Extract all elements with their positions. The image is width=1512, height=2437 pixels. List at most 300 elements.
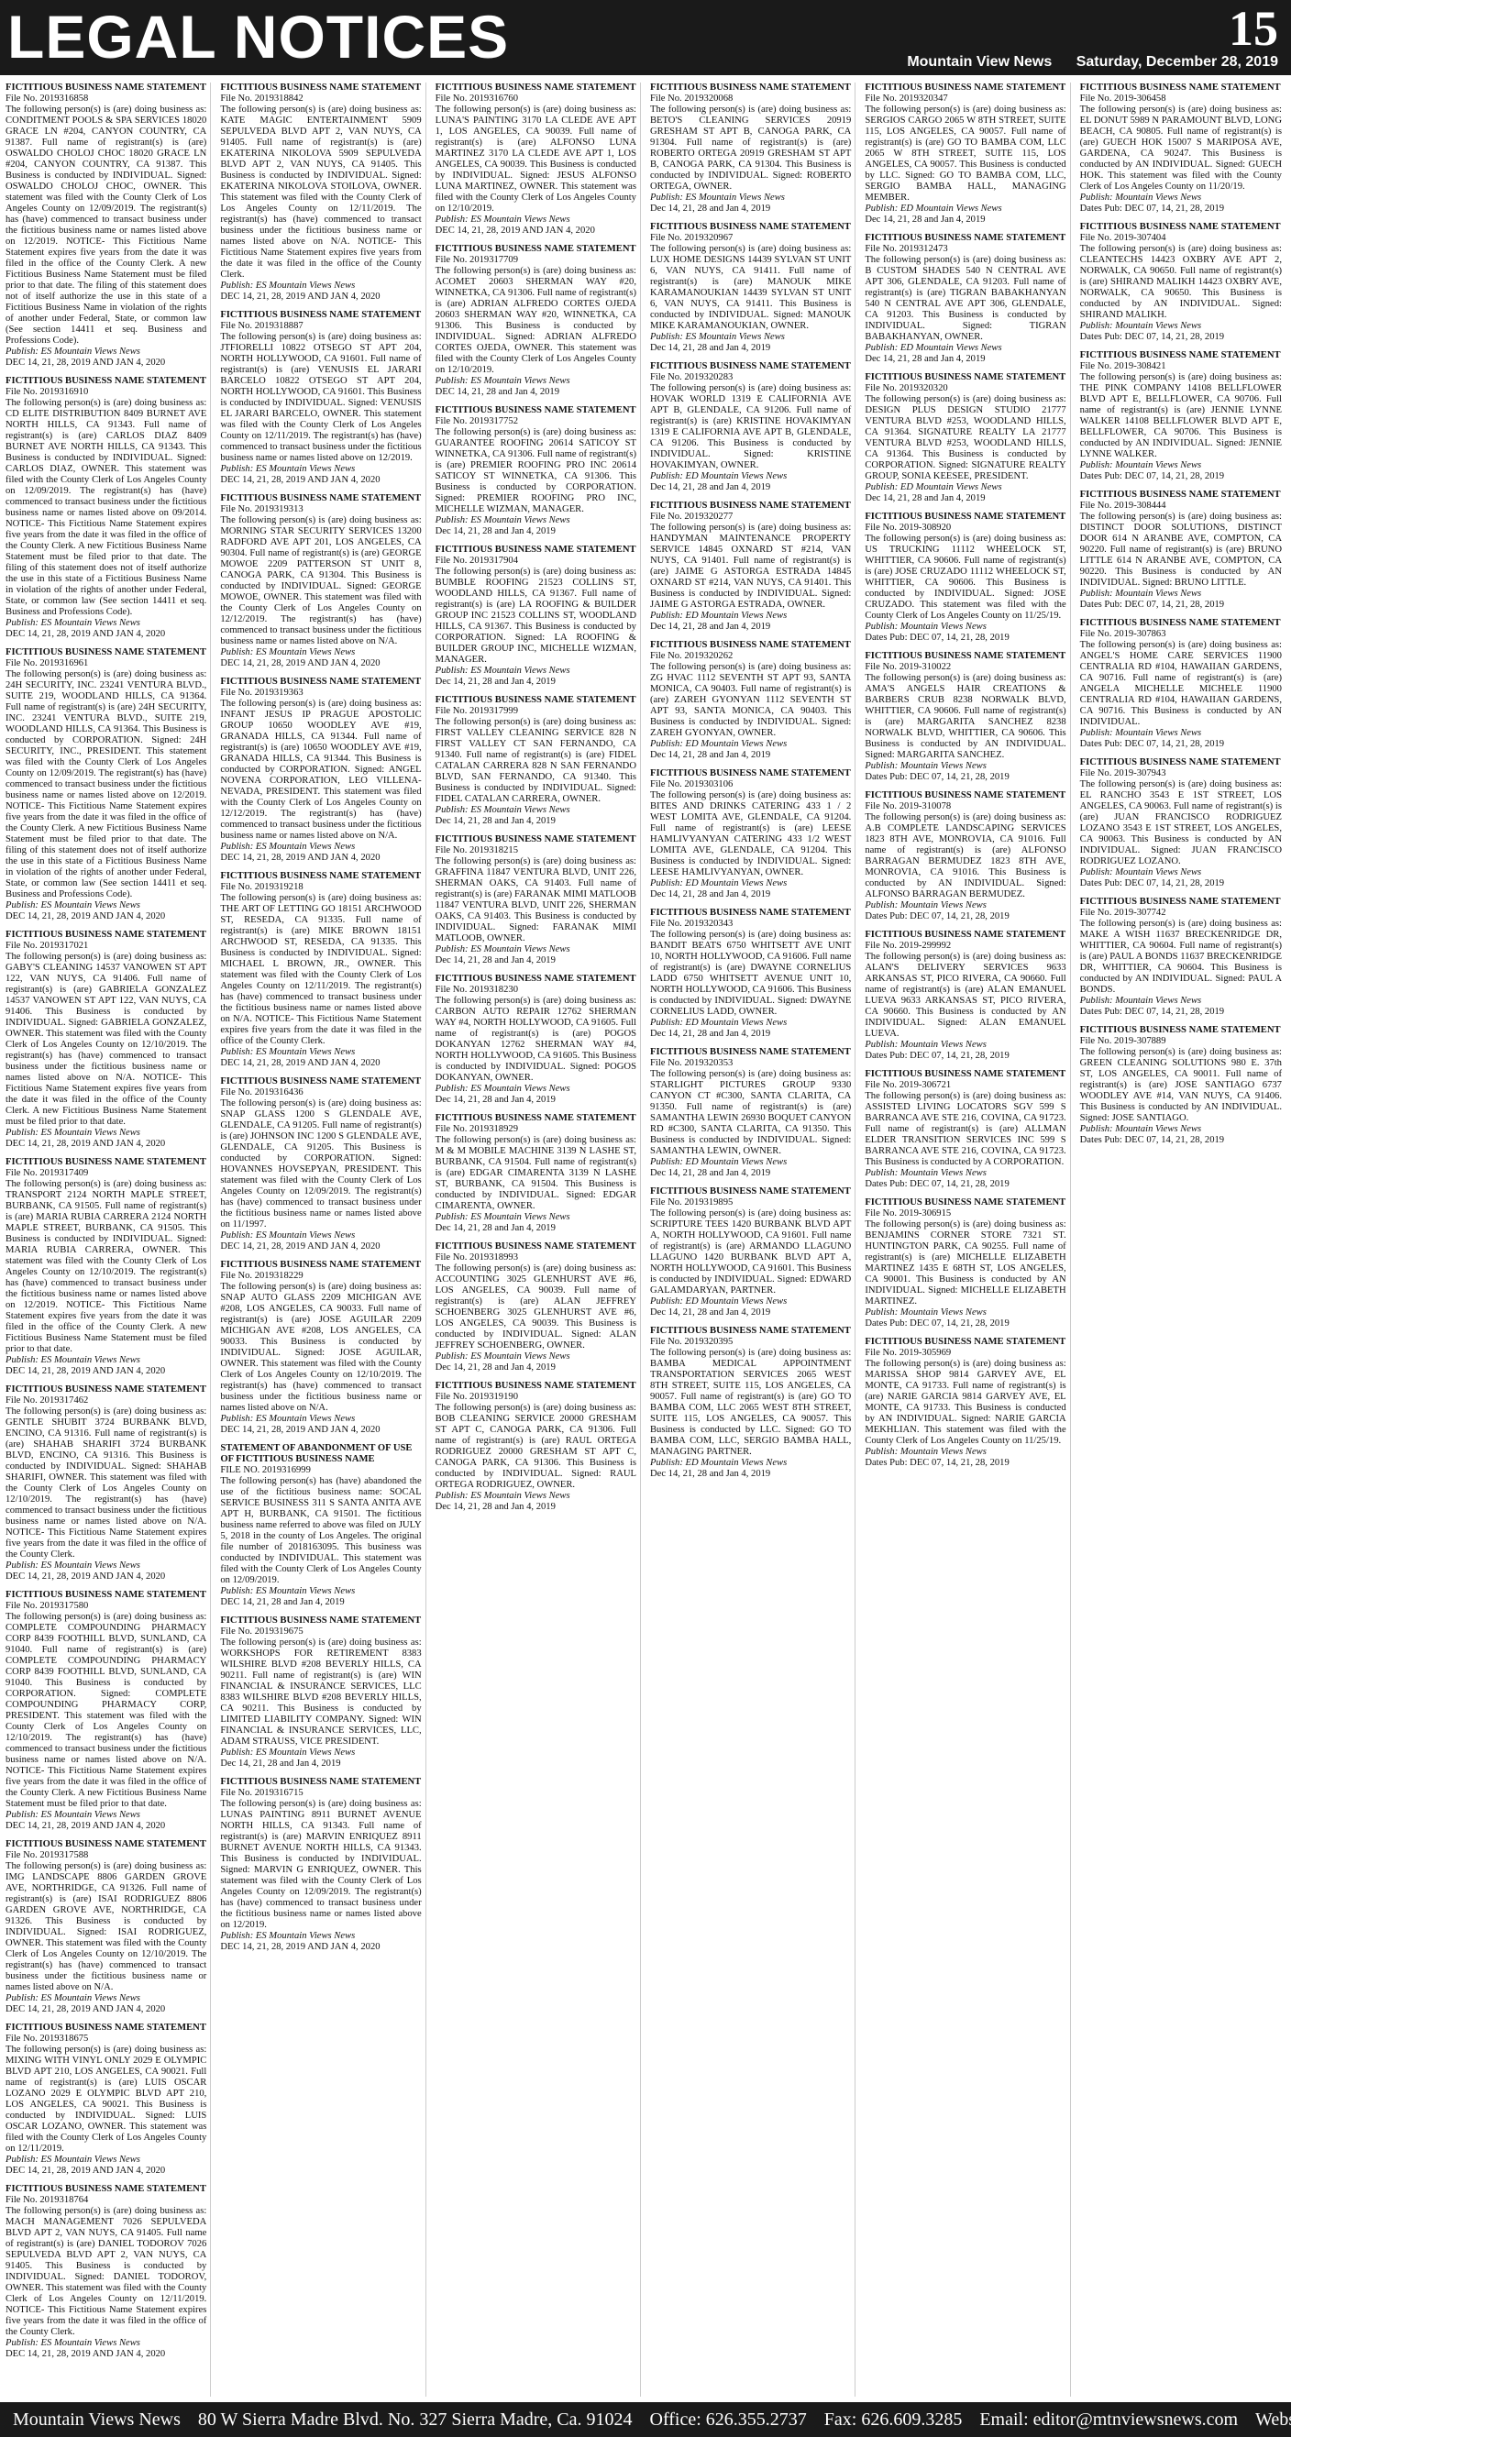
notice-dates: Dec 14, 21, 28 and Jan 4, 2019 xyxy=(435,677,556,687)
legal-notice xyxy=(650,222,851,354)
notice-dates: DEC 14, 21, 28, 2019 AND JAN 4, 2020 xyxy=(220,1058,381,1068)
legal-notice xyxy=(6,2184,206,2360)
legal-notice xyxy=(6,376,206,640)
notice-body: The following person(s) is (are) doing business as: MARISSA SHOP 9814 GARVEY AVE, EL MONTE, CA 91733. Full name of registrant(s) is (are) NARIE GARCIA 9814 GARVEY AVE, EL MONTE, CA 91733. This Business is conducted by AN INDIVIDUAL. Signed: NARIE GARCIA MEKHLIAN. This statement was filed with the County Clerk of Los Angeles County on 11/25/19. xyxy=(865,1359,1066,1446)
notice-title: FICTITIOUS BUSINESS NAME STATEMENT xyxy=(6,1384,206,1395)
notice-file-number: File No. 2019-306721 xyxy=(865,1080,952,1090)
notice-title: FICTITIOUS BUSINESS NAME STATEMENT xyxy=(6,2184,206,2194)
notice-title: FICTITIOUS BUSINESS NAME STATEMENT xyxy=(649,1186,851,1196)
legal-notice xyxy=(865,1197,1065,1329)
notice-dates: DEC 14, 21, 28 and Jan 4, 2019 xyxy=(435,387,560,397)
notice-dates: Dates Pub: DEC 07, 14, 21, 28, 2019 xyxy=(865,1318,1010,1329)
notice-title: FICTITIOUS BUSINESS NAME STATEMENT xyxy=(220,310,422,320)
notice-title: FICTITIOUS BUSINESS NAME STATEMENT xyxy=(649,640,851,650)
notice-title: FICTITIOUS BUSINESS NAME STATEMENT xyxy=(435,695,636,705)
notice-publish-line: Publish: ES Mountain Views News xyxy=(435,666,570,676)
notice-body: The following person(s) is (are) doing business as: MIXING WITH VINYL ONLY 2029 E OLYMPIC BLVD APT 210, LOS ANGELES, CA 90021. Full name of registrant(s) is (are) LUIS OSCAR LOZANO 2029 E OLYMPIC BLVD APT 210, LOS ANGELES, CA 90021. This Business is conducted by INDIVIDUAL. Signed: LUIS OSCAR LOZANO, OWNER. This statement was filed with the County Clerk of Los Angeles County on 12/11/2019. xyxy=(6,2045,207,2154)
notice-file-number: File No. 2019-310022 xyxy=(865,662,952,672)
notice-publish-line: Publish: ES Mountain Views News xyxy=(6,1355,140,1365)
notice-title: FICTITIOUS BUSINESS NAME STATEMENT xyxy=(865,1069,1066,1079)
notice-publish-line: Publish: ED Mountain Views News xyxy=(649,878,788,888)
legal-notice xyxy=(6,2023,206,2177)
notice-dates: Dec 14, 21, 28 and Jan 4, 2019 xyxy=(435,816,556,826)
notice-file-number: File No. 2019317709 xyxy=(435,255,518,265)
notice-dates: Dates Pub: DEC 07, 14, 21, 28, 2019 xyxy=(1079,600,1225,610)
notice-title: FICTITIOUS BUSINESS NAME STATEMENT xyxy=(1079,897,1281,907)
notice-publish-line: Publish: ES Mountain Views News xyxy=(435,1084,570,1094)
notice-file-number: File No. 2019320347 xyxy=(865,94,948,104)
notice-file-number: File No. 2019319313 xyxy=(220,504,304,514)
notice-body: The following person(s) is (are) doing business as: MAKE A WISH 11637 BRECKENRIDGE DR, WHITTIER, CA 90604. Full name of registrant(s) is (are) PAUL A BONDS 11637 BRECKENRIDGE DR, WHITTIER, CA 90604. This Business is conducted by AN INDIVIDUAL. Signed: PAUL A BONDS. xyxy=(1079,919,1282,995)
notice-dates: DEC 14, 21, 28, 2019 AND JAN 4, 2020 xyxy=(220,1425,381,1435)
notice-publish-line: Publish: ES Mountain Views News xyxy=(435,805,570,815)
notice-body: The following person(s) is (are) doing business as: LUNAS PAINTING 8911 BURNET AVENUE NORTH HILLS, CA 91343. Full name of registrant(s) is (are) MARVIN ENRIQUEZ 8911 BURNET AVENUE NORTH HILLS, CA 91343. This Business is conducted by INDIVIDUAL. Signed: MARVIN G ENRIQUEZ, OWNER. This statement was filed with the County Clerk of Los Angeles County on 12/09/2019. The registrant(s) has (have) commenced to transact business under the fictitious business name or names listed above on 12/2019. xyxy=(220,1799,422,1930)
notice-file-number: File No. 2019320262 xyxy=(649,651,734,661)
notice-title: FICTITIOUS BUSINESS NAME STATEMENT xyxy=(435,83,636,93)
notice-publish-line: Publish: Mountain Views News xyxy=(1079,996,1202,1006)
notice-dates: DEC 14, 21, 28, 2019 AND JAN 4, 2020 xyxy=(6,1821,166,1831)
notice-publish-line: Publish: Mountain Views News xyxy=(865,622,987,632)
notice-dates: DEC 14, 21, 28, 2019 AND JAN 4, 2020 xyxy=(220,292,381,302)
notice-file-number: File No. 2019318230 xyxy=(435,985,518,995)
notice-file-number: File No. 2019316961 xyxy=(6,658,89,668)
notice-file-number: File No. 2019317752 xyxy=(435,416,518,426)
footer-fax: Fax: 626.609.3285 xyxy=(823,2409,963,2430)
notice-publish-line: Publish: Mountain Views News xyxy=(1079,867,1202,877)
notice-file-number: File No. 2019319675 xyxy=(220,1627,304,1637)
notice-dates: DEC 14, 21, 28, 2019 AND JAN 4, 2020 xyxy=(6,911,166,921)
notice-file-number: FILE NO. 2019316999 xyxy=(220,1465,311,1475)
legal-notice xyxy=(220,310,421,486)
notice-body: The following person(s) is (are) doing business as: TRANSPORT 2124 NORTH MAPLE STREET, BURBANK, CA 91505. Full name of registrant(s) is (are) MARIA RUBIA CARRERA 2124 NORTH MAPLE STREET, BURBANK, CA 91505. This Business is conducted by INDIVIDUAL. Signed: MARIA RUBIA CARRERA, OWNER. This statement was filed with the County Clerk of Los Angeles County on 12/10/2019. The registrant(s) has (have) commenced to transact business under the fictitious business name or names listed above on 12/2019. NOTICE- This Fictitious Name Statement expires five years from the date it was filed in the office of the County Clerk. A new Fictitious Business Name Statement must be filed prior to that date. xyxy=(6,1179,207,1354)
notice-body: The following person(s) is (are) doing business as: SNAP AUTO GLASS 2209 MICHIGAN AVE #208, LOS ANGELES, CA 90033. Full name of registrant(s) is (are) JOSE AGUILAR 2209 MICHIGAN AVE #208, LOS ANGELES, CA 90033. This Business is conducted by INDIVIDUAL. Signed: JOSE AGUILAR, OWNER. This statement was filed with the County Clerk of Los Angeles County on 12/10/2019. The registrant(s) has (have) commenced to transact business under the fictitious business name or names listed above on N/A. xyxy=(220,1282,422,1413)
legal-notice xyxy=(220,677,421,864)
notice-publish-line: Publish: ES Mountain Views News xyxy=(435,215,570,225)
notice-file-number: File No. 2019-305969 xyxy=(865,1348,952,1358)
notice-body: The following person(s) is (are) doing business as: M & M MOBILE MACHINE 3139 N LASHE ST, BURBANK, CA 91504. Full name of registrant(s) is (are) EDGAR CIMARENTA 3139 N LASHE ST, BURBANK, CA 91504. This Business is conducted by INDIVIDUAL. Signed: EDGAR CIMARENTA, OWNER. xyxy=(435,1135,636,1211)
notice-title: FICTITIOUS BUSINESS NAME STATEMENT xyxy=(220,1260,422,1270)
notice-dates: Dec 14, 21, 28 and Jan 4, 2019 xyxy=(649,1469,771,1479)
notice-body: The following person(s) is (are) doing business as: JTFIORELLI 10822 OTSEGO ST APT 204, NORTH HOLLYWOOD, CA 91601. Full name of registrant(s) is (are) VENUSIS EL JARARI BARCELO 10822 OTSEGO ST APT 204, NORTH HOLLYWOOD, CA 91601. This Business is conducted by INDIVIDUAL. Signed: VENUSIS EL JARARI BARCELO, OWNER. This statement was filed with the County Clerk of Los Angeles County on 12/11/2019. The registrant(s) has (have) commenced to transact business under the fictitious business name or names listed above on 12/2019. xyxy=(220,332,422,463)
legal-notice xyxy=(865,512,1065,644)
notice-title: FICTITIOUS BUSINESS NAME STATEMENT xyxy=(649,768,851,778)
notice-body: The following person(s) is (are) doing business as: FIRST VALLEY CLEANING SERVICE 828 N FIRST VALLEY CT SAN FERNANDO, CA 91340. Full name of registrant(s) is (are) FIDEL CATALAN CARRERA 828 N SAN FERNANDO BLVD, SAN FERNANDO, CA 91340. This Business is conducted by INDIVIDUAL. Signed: FIDEL CATALAN CARRERA, OWNER. xyxy=(435,717,636,804)
notice-file-number: File No. 2019-307889 xyxy=(1079,1036,1166,1046)
notice-dates: Dec 14, 21, 28 and Jan 4, 2019 xyxy=(649,1168,771,1178)
notice-file-number: File No. 2019320967 xyxy=(649,233,734,243)
notice-publish-line: Publish: ES Mountain Views News xyxy=(220,1748,356,1758)
notice-title: FICTITIOUS BUSINESS NAME STATEMENT xyxy=(865,651,1066,661)
notice-dates: DEC 14, 21, 28, 2019 AND JAN 4, 2020 xyxy=(6,629,166,639)
notice-publish-line: Publish: ED Mountain Views News xyxy=(649,1296,788,1307)
notice-title: FICTITIOUS BUSINESS NAME STATEMENT xyxy=(6,647,206,657)
notice-title: FICTITIOUS BUSINESS NAME STATEMENT xyxy=(435,1113,636,1123)
legal-notice xyxy=(865,790,1065,922)
notice-body: The following person(s) is (are) doing business as: CLEANTECHS 14423 OXBRY AVE APT 2, NORWALK, CA 90650. Full name of registrant(s) is (are) SHIRAND MALIKH 14423 OXBRY AVE, NORWALK, CA 90650. This Business is conducted by AN INDIVIDUAL. Signed: SHIRAND MALIKH. xyxy=(1079,244,1282,320)
notice-publish-line: Publish: ES Mountain Views News xyxy=(6,618,140,628)
notice-publish-line: Publish: ES Mountain Views News xyxy=(6,900,140,910)
notice-body: The following person(s) is (are) doing business as: EL DONUT 5989 N PARAMOUNT BLVD, LONG BEACH, CA 90805. Full name of registrant(s) is (are) GUECH HOK 15007 S MARIPOSA AVE, GARDENA, CA 90247. This Business is conducted by AN INDIVIDUAL. Signed: GUECH HOK. This statement was filed with the County Clerk of Los Angeles County on 11/20/19. xyxy=(1079,105,1282,192)
notice-dates: Dec 14, 21, 28 and Jan 4, 2019 xyxy=(435,526,556,536)
notice-dates: DEC 14, 21, 28, 2019 AND JAN 4, 2020 xyxy=(6,358,166,368)
notice-title: FICTITIOUS BUSINESS NAME STATEMENT xyxy=(1079,1025,1281,1035)
notice-body: The following person(s) is (are) doing business as: COMPLETE COMPOUNDING PHARMACY CORP 8439 FOOTHILL BLVD, SUNLAND, CA 91040. Full name of registrant(s) is (are) COMPLETE COMPOUNDING PHARMACY CORP 8439 FOOTHILL BLVD, SUNLAND, CA 91040. This Business is conducted by CORPORATION. Signed: COMPLETE COMPOUNDING PHARMACY CORP, PRESIDENT. This statement was filed with the County Clerk of Los Angeles County on 12/10/2019. The registrant(s) has (have) commenced to transact business under the fictitious business name or names listed above on N/A. NOTICE- This Fictitious Name Statement expires five years from the date it was filed in the office of the County Clerk. A new Fictitious Business Name Statement must be filed prior to that date. xyxy=(6,1612,207,1809)
notice-file-number: File No. 2019320283 xyxy=(649,372,734,382)
notice-dates: Dates Pub: DEC 07, 14, 21, 28, 2019 xyxy=(865,911,1010,921)
legal-notice xyxy=(6,1590,206,1832)
publication-name: Mountain View News xyxy=(907,54,1053,70)
legal-notice xyxy=(650,640,851,761)
notice-body: The following person(s) is (are) doing business as: CARBON AUTO REPAIR 12762 SHERMAN WAY #4, NORTH HOLLYWOOD, CA 91605. Full name of registrant(s) is (are) POGOS DOKANYAN 12762 SHERMAN WAY #4, NORTH HOLLYWOOD, CA 91605. This Business is conducted by INDIVIDUAL. Signed: POGOS DOKANYAN, OWNER. xyxy=(435,996,636,1083)
notice-body: The following person(s) is (are) doing business as: LUX HOME DESIGNS 14439 SYLVAN ST UNIT 6, VAN NUYS, CA 91411. Full name of registrant(s) is (are) MANOUK MIKE KARAMANOUKIAN 14439 SYLVAN ST UNIT 6, VAN NUYS, CA 91411. This Business is conducted by INDIVIDUAL. Signed: MANOUK MIKE KARAMANOUKIAN, OWNER. xyxy=(649,244,852,331)
issue-date: Saturday, December 28, 2019 xyxy=(1076,54,1278,70)
footer-address: 80 W Sierra Madre Blvd. No. 327 Sierra Madre, Ca. 91024 xyxy=(197,2409,633,2430)
notice-file-number: File No. 2019317904 xyxy=(435,556,518,566)
notice-publish-line: Publish: ED Mountain Views News xyxy=(649,1157,788,1167)
legal-notice xyxy=(650,1047,851,1179)
legal-notice xyxy=(650,908,851,1040)
notice-dates: Dec 14, 21, 28 and Jan 4, 2019 xyxy=(649,1029,771,1039)
notice-dates: Dates Pub: DEC 07, 14, 21, 28, 2019 xyxy=(1079,471,1225,481)
notice-file-number: File No. 2019-307863 xyxy=(1079,629,1166,639)
notice-file-number: File No. 2019319895 xyxy=(649,1197,734,1207)
notice-body: The following person(s) is (are) doing business as: AMA'S ANGELS HAIR CREATIONS & BARBERS CRUB 8238 NORWALK BLVD, WHITTIER, CA 90606. Full name of registrant(s) is (are) MARGARITA SANCHEZ 8238 NORWALK BLVD, WHITTIER, CA 90606. This Business is conducted by AN INDIVIDUAL. Signed: MARGARITA SANCHEZ. xyxy=(865,673,1066,760)
legal-notice xyxy=(220,1615,421,1770)
notice-title: FICTITIOUS BUSINESS NAME STATEMENT xyxy=(1079,222,1281,232)
notice-publish-line: Publish: ES Mountain Views News xyxy=(435,1212,570,1222)
notice-body: The following person(s) is (are) doing business as: BUMBLE ROOFING 21523 COLLINS ST, WOODLAND HILLS, CA 91367. Full name of registrant(s) is (are) LA ROOFING & BUILDER GROUP INC 21523 COLLINS ST, WOODLAND HILLS, CA 91367. This Business is conducted by CORPORATION. Signed: LA ROOFING & BUILDER GROUP INC, MICHELLE WIZMAN, MANAGER. xyxy=(435,567,636,665)
notice-dates: DEC 14, 21, 28, 2019 AND JAN 4, 2020 xyxy=(6,1366,166,1376)
masthead xyxy=(0,0,1291,75)
notice-dates: DEC 14, 21, 28, 2019 AND JAN 4, 2020 xyxy=(6,1571,166,1582)
notice-title: FICTITIOUS BUSINESS NAME STATEMENT xyxy=(435,974,636,984)
notice-file-number: File No. 2019-308920 xyxy=(865,523,952,533)
notice-body: The following person(s) is (are) doing business as: SCRIPTURE TEES 1420 BURBANK BLVD APT A, NORTH HOLLYWOOD, CA 91601. Full name of registrant(s) is (are) ARMANDO LLAGUNO LLAGUNO 1420 BURBANK BLVD APT A, NORTH HOLLYWOOD, CA 91601. This Business is conducted by INDIVIDUAL. Signed: EDWARD GALAMDARYAN, PARTNER. xyxy=(649,1208,852,1296)
notice-dates: DEC 14, 21, 28, 2019 AND JAN 4, 2020 xyxy=(6,1139,166,1149)
notice-body: The following person(s) is (are) doing business as: BETO'S CLEANING SERVICES 20919 GRESHAM ST APT B, CANOGA PARK, CA 91304. Full name of registrant(s) is (are) ROBERTO ORTEGA 20919 GRESHAM ST APT B, CANOGA PARK, CA 91304. This Business is conducted by INDIVIDUAL. Signed: ROBERTO ORTEGA, OWNER. xyxy=(649,105,852,192)
notice-title: FICTITIOUS BUSINESS NAME STATEMENT xyxy=(649,361,851,371)
notice-dates: Dates Pub: DEC 07, 14, 21, 28, 2019 xyxy=(1079,878,1225,888)
notice-dates: Dec 14, 21, 28 and Jan 4, 2019 xyxy=(649,622,771,632)
notice-title: FICTITIOUS BUSINESS NAME STATEMENT xyxy=(865,372,1066,382)
notice-file-number: File No. 2019-308421 xyxy=(1079,361,1166,371)
legal-notice xyxy=(650,1326,851,1480)
notice-publish-line: Publish: ES Mountain Views News xyxy=(6,1128,140,1138)
notice-title: FICTITIOUS BUSINESS NAME STATEMENT xyxy=(6,1590,206,1600)
notice-dates: Dates Pub: DEC 07, 14, 21, 28, 2019 xyxy=(865,1051,1010,1061)
notice-file-number: File No. 2019320343 xyxy=(649,919,734,929)
notice-publish-line: Publish: ES Mountain Views News xyxy=(220,1230,356,1241)
notice-dates: Dec 14, 21, 28 and Jan 4, 2019 xyxy=(865,354,986,364)
notice-title: FICTITIOUS BUSINESS NAME STATEMENT xyxy=(220,871,422,881)
notice-title: FICTITIOUS BUSINESS NAME STATEMENT xyxy=(220,1777,422,1787)
notice-file-number: File No. 2019-299992 xyxy=(865,941,952,951)
notice-publish-line: Publish: ES Mountain Views News xyxy=(220,1047,356,1057)
notice-dates: Dec 14, 21, 28 and Jan 4, 2019 xyxy=(649,1307,771,1318)
notice-body: The following person(s) is (are) doing business as: THE PINK COMPANY 14108 BELLFLOWER BLVD APT E, BELLFLOWER, CA 90706. Full name of registrant(s) is (are) JENNIE LYNNE WALKER 14108 BELLFLOWER BLVD APT E, BELLFLOWER, CA 90706. This Business is conducted by AN INDIVIDUAL. Signed: JENNIE LYNNE WALKER. xyxy=(1079,372,1282,459)
notice-body: The following person(s) is (are) doing business as: HOVAK WORLD 1319 E CALIFORNIA AVE APT B, GLENDALE, CA 91206. Full name of registrant(s) is (are) KRISTINE HOVAKIMYAN 1319 E CALIFORNIA AVE APT B, GLENDALE, CA 91206. This Business is conducted by INDIVIDUAL. Signed: KRISTINE HOVAKIMYAN, OWNER. xyxy=(649,383,852,470)
notice-publish-line: Publish: ES Mountain Views News xyxy=(435,1351,570,1362)
notice-title: FICTITIOUS BUSINESS NAME STATEMENT xyxy=(865,930,1066,940)
notice-publish-line: Publish: Mountain Views News xyxy=(1079,1124,1202,1134)
notice-publish-line: Publish: ES Mountain Views News xyxy=(220,1414,356,1424)
dateline xyxy=(887,53,1278,72)
legal-notice xyxy=(865,930,1065,1062)
notice-file-number: File No. 2019312473 xyxy=(865,244,948,254)
notice-dates: Dates Pub: DEC 07, 14, 21, 28, 2019 xyxy=(865,633,1010,643)
notice-dates: Dates Pub: DEC 07, 14, 21, 28, 2019 xyxy=(865,772,1010,782)
notice-title: FICTITIOUS BUSINESS NAME STATEMENT xyxy=(220,1615,422,1626)
notice-body: The following person(s) is (are) doing business as: LUNA'S PAINTING 3170 LA CLEDE AVE APT 1, LOS ANGELES, CA 90039. Full name of registrant(s) is (are) ALFONSO LUNA MARTINEZ 3170 LA CLEDE AVE APT 1, LOS ANGELES, CA 90039. This Business is conducted by INDIVIDUAL. Signed: JESUS ALFONSO LUNA MARTINEZ, OWNER. This statement was filed with the County Clerk of Los Angeles County on 12/10/2019. xyxy=(435,105,636,214)
legal-notice xyxy=(1080,490,1282,611)
notice-file-number: File No. 2019319190 xyxy=(435,1392,518,1402)
notice-title: FICTITIOUS BUSINESS NAME STATEMENT xyxy=(220,83,422,93)
notice-publish-line: Publish: ES Mountain Views News xyxy=(435,1491,570,1501)
notice-body: The following person(s) is (are) doing business as: BITES AND DRINKS CATERING 433 1 / 2 WEST LOMITA AVE, GLENDALE, CA 91204. Full name of registrant(s) is (are) LEESE HAMLIVYANYAN CATERING 433 1/2 WEST LOMITA AVE, GLENDALE, CA 91204. This Business is conducted by INDIVIDUAL. Signed: LEESE HAMLIVYANYAN, OWNER. xyxy=(649,790,852,877)
notice-body: The following person(s) is (are) doing business as: BOB CLEANING SERVICE 20000 GRESHAM ST APT C, CANOGA PARK, CA 91306. Full name of registrant(s) is (are) RAUL ORTEGA RODRIGUEZ 20000 GRESHAM ST APT C, CANOGA PARK, CA 91306. This Business is conducted by INDIVIDUAL. Signed: RAUL ORTEGA RODRIGUEZ, OWNER. xyxy=(435,1403,636,1490)
notice-dates: Dec 14, 21, 28 and Jan 4, 2019 xyxy=(865,215,986,225)
notice-body: The following person(s) has (have) abandoned the use of the fictitious business name: SOCAL SERVICE BUSINESS 311 S SANTA ANITA AVE APT H, BURBANK, CA 91501. The fictitious business name referred to above was filed on JULY 5, 2018 in the county of Los Angeles. The original file number of 2018163095. This business was conducted by INDIVIDUAL. This statement was filed with the County Clerk of Los Angeles County on 12/09/2019. xyxy=(220,1476,422,1585)
notice-dates: DEC 14, 21, 28, 2019 AND JAN 4, 2020 xyxy=(220,658,381,668)
notice-body: The following person(s) is (are) doing business as: SNAP GLASS 1200 S GLENDALE AVE, GLENDALE, CA 91205. Full name of registrant(s) is (are) JOHNSON INC 1200 S GLENDALE AVE, GLENDALE, CA 91205. This Business is conducted by CORPORATION. Signed: HOVANNES HOVSEPYAN, PRESIDENT. This statement was filed with the County Clerk of Los Angeles County on 12/09/2019. The registrant(s) has (have) commenced to transact business under the fictitious business name or names listed above on 11/1997. xyxy=(220,1098,422,1230)
notice-title: FICTITIOUS BUSINESS NAME STATEMENT xyxy=(6,2023,206,2033)
legal-notice xyxy=(1080,618,1282,750)
notice-file-number: File No. 2019303106 xyxy=(649,779,734,789)
notice-dates: DEC 14, 21, 28, 2019 AND JAN 4, 2020 xyxy=(220,1942,381,1952)
notice-body: The following person(s) is (are) doing business as: 24H SECURITY, INC. 23241 VENTURA BLVD., SUITE 219, WOODLAND HILLS, CA 91364. Full name of registrant(s) is (are) 24H SECURITY, INC. 23241 VENTURA BLVD., SUITE 219, WOODLAND HILLS, CA 91364. This Business is conducted by CORPORATION. Signed: 24H SECURITY, INC., PRESIDENT. This statement was filed with the County Clerk of Los Angeles County on 12/09/2019. The registrant(s) has (have) commenced to transact business under the fictitious business name or names listed above on 12/2019. NOTICE- This Fictitious Name Statement expires five years from the date it was filed in the office of the County Clerk. A new Fictitious Business Name Statement must be filed prior to that date. The filing of this statement does not of itself authorize the use in this state of a Fictitious Business Name in violation of the rights of another under Federal, State, or common law (See section 14411 et seq. Business and Professions Code). xyxy=(6,669,207,899)
legal-notice xyxy=(865,233,1065,365)
notice-title: FICTITIOUS BUSINESS NAME STATEMENT xyxy=(865,790,1066,800)
footer-email[interactable]: Email: editor@mtnviewsnews.com xyxy=(979,2409,1239,2430)
notice-body: The following person(s) is (are) doing business as: ACOMET 20603 SHERMAN WAY #20, WINNETKA, CA 91306. Full name of registrant(s) is (are) ADRIAN ALFREDO CORTES OJEDA 20603 SHERMAN WAY #20, WINNETKA, CA 91306. This Business is conducted by INDIVIDUAL. Signed: ADRIAN ALFREDO CORTES OJEDA, OWNER. This statement was filed with the County Clerk of Los Angeles County on 12/10/2019. xyxy=(435,266,636,375)
notice-title: FICTITIOUS BUSINESS NAME STATEMENT xyxy=(1079,618,1281,628)
notice-file-number: File No. 2019-306458 xyxy=(1079,94,1166,104)
notice-dates: Dates Pub: DEC 07, 14, 21, 28, 2019 xyxy=(865,1179,1010,1189)
notice-body: The following person(s) is (are) doing business as: BANDIT BEATS 6750 WHITSETT AVE UNIT 10, NORTH HOLLYWOOD, CA 91606. Full name of registrant(s) is (are) DWAYNE CORNELIUS LADD 6750 WHITSETT AVENUE UNIT 10, NORTH HOLLYWOOD, CA 91606. This Business is conducted by INDIVIDUAL. Signed: DWAYNE CORNELIUS LADD, OWNER. xyxy=(649,930,852,1017)
notice-file-number: File No. 2019317409 xyxy=(6,1168,89,1178)
notice-dates: Dec 14, 21, 28 and Jan 4, 2019 xyxy=(649,750,771,760)
notice-dates: DEC 14, 21, 28, 2019 AND JAN 4, 2020 xyxy=(6,2004,166,2014)
notice-dates: Dec 14, 21, 28 and Jan 4, 2019 xyxy=(435,1223,556,1233)
notice-file-number: File No. 2019318229 xyxy=(220,1271,304,1281)
notice-body: The following person(s) is (are) doing business as: ACCOUNTING 3025 GLENHURST AVE #6, LOS ANGELES, CA 90039. Full name of registrant(s) is (are) ALAN JEFFREY SCHOENBERG 3025 GLENHURST AVE #6, LOS ANGELES, CA 90039. This Business is conducted by INDIVIDUAL. Signed: ALAN JEFFREY SCHOENBERG, OWNER. xyxy=(435,1263,636,1351)
legal-notice xyxy=(436,1113,636,1234)
notice-publish-line: Publish: ES Mountain Views News xyxy=(220,1931,356,1941)
notice-dates: Dates Pub: DEC 07, 14, 21, 28, 2019 xyxy=(1079,332,1225,342)
notice-publish-line: Publish: ED Mountain Views News xyxy=(649,1458,788,1468)
legal-notice xyxy=(436,405,636,537)
notice-publish-line: Publish: ES Mountain Views News xyxy=(649,332,785,342)
legal-notice xyxy=(220,83,421,303)
notice-body: The following person(s) is (are) doing business as: CONDITMENT POOLS & SPA SERVICES 18020 GRACE LN #204, CANYON COUNTRY, CA 91387. Full name of registrant(s) is (are) OSWALDO CHOLOJ CHOC 18020 GRACE LN #204, CANYON COUNTRY, CA 91387. This Business is conducted by INDIVIDUAL. Signed: OSWALDO CHOLOJ CHOC, OWNER. This statement was filed with the County Clerk of Los Angeles County on 12/09/2019. The registrant(s) has (have) commenced to transact business under the fictitious business name or names listed above on 12/2019. NOTICE- This Fictitious Name Statement expires five years from the date it was filed in the office of the County Clerk. A new Fictitious Business Name Statement must be filed prior to that date. The filing of this statement does not of itself authorize the use in this state of a Fictitious Business Name in violation of the rights of another under Federal, State, or common law (See section 14411 et seq. Business and Professions Code). xyxy=(6,105,207,346)
notice-body: The following person(s) is (are) doing business as: GUARANTEE ROOFING 20614 SATICOY ST WINNETKA, CA 91306. Full name of registrant(s) is (are) PREMIER ROOFING PRO INC 20614 SATICOY ST WINNETKA, CA 91306. This Business is conducted by CORPORATION. Signed: PREMIER ROOFING PRO INC, MICHELLE WIZMAN, MANAGER. xyxy=(435,427,636,514)
legal-notice xyxy=(220,871,421,1069)
legal-notice xyxy=(220,1076,421,1252)
notice-body: The following person(s) is (are) doing business as: EL RANCHO 3543 E 1ST STREET, LOS ANGELES, CA 90063. Full name of registrant(s) is (are) JUAN FRANCISCO RODRIGUEZ LOZANO 3543 E 1ST STREET, LOS ANGELES, CA 90063. This Business is conducted by AN INDIVIDUAL. Signed: JUAN FRANCISCO RODRIGUEZ LOZANO. xyxy=(1079,779,1282,866)
legal-notice xyxy=(865,1069,1065,1190)
notice-publish-line: Publish: Mountain Views News xyxy=(1079,193,1202,203)
notice-title: STATEMENT OF ABANDONMENT OF USE OF FICTITIOUS BUSINESS NAME xyxy=(220,1443,413,1464)
legal-notice xyxy=(220,1443,421,1608)
notice-dates: Dec 14, 21, 28 and Jan 4, 2019 xyxy=(649,482,771,492)
notice-file-number: File No. 2019316858 xyxy=(6,94,89,104)
notice-file-number: File No. 2019320277 xyxy=(649,512,734,522)
notice-publish-line: Publish: Mountain Views News xyxy=(1079,321,1202,331)
legal-notice xyxy=(865,651,1065,783)
legal-notice xyxy=(436,834,636,966)
notice-file-number: File No. 2019320320 xyxy=(865,383,948,393)
notice-dates: Dec 14, 21, 28 and Jan 4, 2019 xyxy=(649,204,771,214)
legal-notice xyxy=(436,545,636,688)
notice-file-number: File No. 2019-310078 xyxy=(865,801,952,811)
legal-notice xyxy=(436,1381,636,1513)
legal-notice xyxy=(220,1260,421,1436)
notice-dates: Dec 14, 21, 28 and Jan 4, 2019 xyxy=(435,1502,556,1512)
notice-file-number: File No. 2019319218 xyxy=(220,882,304,892)
notice-body: The following person(s) is (are) doing business as: ANGEL'S HOME CARE SERVICES 11900 CENTRALIA RD #104, HAWAIIAN GARDENS, CA 90716. Full name of registrant(s) is (are) ANGELA MICHELLE MICHELE 11900 CENTRALIA RD #104, HAWAIIAN GARDENS, CA 90716. This Business is conducted by AN INDIVIDUAL. xyxy=(1079,640,1282,727)
notice-title: FICTITIOUS BUSINESS NAME STATEMENT xyxy=(865,512,1066,522)
notice-body: The following person(s) is (are) doing business as: GENTLE SHUBIT 3724 BURBANK BLVD, ENCINO, CA 91316. Full name of registrant(s) is (are) SHAHAB SHARIFI 3724 BURBANK BLVD, ENCINO, CA 91316. This Business is conducted by INDIVIDUAL. Signed: SHAHAB SHARIFI, OWNER. This statement was filed with the County Clerk of Los Angeles County on 12/10/2019. The registrant(s) has (have) commenced to transact business under the fictitious business name or names listed above on N/A. NOTICE- This Fictitious Name Statement expires five years from the date it was filed in the office of the County Clerk. xyxy=(6,1406,207,1560)
notice-columns xyxy=(6,83,1286,2397)
notice-body: The following person(s) is (are) doing business as: ALAN'S DELIVERY SERVICES 9633 ARKANSAS ST, PICO RIVERA, CA 90660. Full name of registrant(s) is (are) ALAN EMANUEL LUEVA 9633 ARKANSAS ST, PICO RIVERA, CA 90660. This Business is conducted by AN INDIVIDUAL. Signed: ALAN EMANUEL LUEVA. xyxy=(865,952,1066,1039)
notice-dates: Dates Pub: DEC 07, 14, 21, 28, 2019 xyxy=(1079,1135,1225,1145)
notice-file-number: File No. 2019318887 xyxy=(220,321,304,331)
notice-publish-line: Publish: ED Mountain Views News xyxy=(649,1018,788,1028)
footer-website[interactable]: Website: www.mtnviewsnews.com xyxy=(1255,2409,1512,2430)
notice-dates: Dec 14, 21, 28 and Jan 4, 2019 xyxy=(435,1362,556,1373)
notice-publish-line: Publish: ES Mountain Views News xyxy=(435,944,570,954)
notice-publish-line: Publish: ES Mountain Views News xyxy=(435,515,570,525)
notice-title: FICTITIOUS BUSINESS NAME STATEMENT xyxy=(220,677,422,687)
column-2 xyxy=(220,83,425,2397)
notice-file-number: File No. 2019317021 xyxy=(6,941,89,951)
legal-notice xyxy=(220,493,421,669)
column-4 xyxy=(650,83,855,2397)
notice-dates: Dec 14, 21, 28 and Jan 4, 2019 xyxy=(220,1759,341,1769)
legal-notice xyxy=(6,647,206,922)
legal-notice xyxy=(6,930,206,1150)
notice-publish-line: Publish: Mountain Views News xyxy=(865,1307,987,1318)
notice-dates: DEC 14, 21, 28 and Jan 4, 2019 xyxy=(220,1597,345,1607)
legal-notice xyxy=(650,768,851,900)
notice-publish-line: Publish: Mountain Views News xyxy=(1079,460,1202,470)
legal-notice xyxy=(6,1384,206,1582)
notice-title: FICTITIOUS BUSINESS NAME STATEMENT xyxy=(435,405,636,415)
notice-publish-line: Publish: ES Mountain Views News xyxy=(220,647,356,657)
notice-publish-line: Publish: Mountain Views News xyxy=(865,900,987,910)
notice-title: FICTITIOUS BUSINESS NAME STATEMENT xyxy=(865,233,1066,243)
notice-file-number: File No. 2019318929 xyxy=(435,1124,518,1134)
legal-notice xyxy=(6,1157,206,1377)
notice-body: The following person(s) is (are) doing business as: MORNING STAR SECURITY SERVICES 13200 RADFORD AVE APT 201, LOS ANGELES, CA 90304. Full name of registrant(s) is (are) GEORGE MOWOE 2209 PATTERSON ST UNIT 8, CANOGA PARK, CA 91304. This Business is conducted by INDIVIDUAL. Signed: GEORGE MOWOE, OWNER. This statement was filed with the County Clerk of Los Angeles County on 12/12/2019. The registrant(s) has (have) commenced to transact business under the fictitious business name or names listed above on N/A. xyxy=(220,515,422,646)
legal-notice xyxy=(436,695,636,827)
notice-dates: Dec 14, 21, 28 and Jan 4, 2019 xyxy=(649,343,771,353)
notice-title: FICTITIOUS BUSINESS NAME STATEMENT xyxy=(649,1326,851,1336)
legal-notice xyxy=(1080,350,1282,482)
notice-file-number: File No. 2019318993 xyxy=(435,1252,518,1263)
legal-notice xyxy=(436,974,636,1106)
legal-notice xyxy=(6,83,206,369)
notice-dates: DEC 14, 21, 28, 2019 AND JAN 4, 2020 xyxy=(220,475,381,485)
notice-title: FICTITIOUS BUSINESS NAME STATEMENT xyxy=(220,493,422,503)
notice-dates: DEC 14, 21, 28, 2019 AND JAN 4, 2020 xyxy=(220,853,381,863)
footer xyxy=(0,2402,1512,2437)
notice-body: The following person(s) is (are) doing business as: DISTINCT DOOR SOLUTIONS, DISTINCT DOOR 614 N ARANBE AVE, COMPTON, CA 90220. Full name of registrant(s) is (are) BRUNO LITTLE 614 N ARANBE AVE, COMPTON, CA 90220. This Business is conducted by AN INDIVIDUAL. Signed: BRUNO LITTLE. xyxy=(1079,512,1282,588)
notice-dates: DEC 14, 21, 28, 2019 AND JAN 4, 2020 xyxy=(435,226,595,236)
notice-title: FICTITIOUS BUSINESS NAME STATEMENT xyxy=(649,501,851,511)
legal-notice xyxy=(865,83,1065,226)
notice-title: FICTITIOUS BUSINESS NAME STATEMENT xyxy=(1079,490,1281,500)
notice-body: The following person(s) is (are) doing business as: GREEN CLEANING SOLUTIONS 980 E. 37th ST, LOS ANGELES, CA 90011. Full name of registrant(s) is (are) JOSE SANTIAGO 6737 WOODLEY AVE #14, VAN NUYS, CA 91406. This Business is conducted by AN INDIVIDUAL. Signed: JOSE SANTIAGO. xyxy=(1079,1047,1282,1123)
notice-publish-line: Publish: ES Mountain Views News xyxy=(6,347,140,357)
notice-file-number: File No. 2019-308444 xyxy=(1079,501,1166,511)
notice-publish-line: Publish: ES Mountain Views News xyxy=(220,842,356,852)
notice-body: The following person(s) is (are) doing business as: DESIGN PLUS DESIGN STUDIO 21777 VENTURA BLVD #253, WOODLAND HILLS, CA 91364. SIGNATURE REALTY LA 21777 VENTURA BLVD #253, WOODLAND HILLS, CA 91364. This Business is conducted by CORPORATION. Signed: SIGNATURE REALTY GROUP, SONIA KEESEE, PRESIDENT. xyxy=(865,394,1066,481)
notice-body: The following person(s) is (are) doing business as: ASSISTED LIVING LOCATORS SGV 599 S BARRANCA AVE STE 216, COVINA, CA 91723. Full name of registrant(s) is (are) ALLMAN ELDER TRANSITION SERVICES INC 599 S BARRANCA AVE STE 216, COVINA, CA 91723. This Business is conducted by A CORPORATION. xyxy=(865,1091,1066,1167)
notice-file-number: File No. 2019318675 xyxy=(6,2034,89,2044)
footer-office: Office: 626.355.2737 xyxy=(649,2409,807,2430)
legal-notice xyxy=(436,244,636,398)
notice-file-number: File No. 2019317462 xyxy=(6,1395,89,1406)
notice-title: FICTITIOUS BUSINESS NAME STATEMENT xyxy=(435,834,636,844)
legal-notice xyxy=(865,1337,1065,1469)
notice-file-number: File No. 2019318842 xyxy=(220,94,304,104)
notice-file-number: File No. 2019-306915 xyxy=(865,1208,952,1218)
notice-title: FICTITIOUS BUSINESS NAME STATEMENT xyxy=(6,376,206,386)
notice-body: The following person(s) is (are) doing business as: A.B COMPLETE LANDSCAPING SERVICES 1823 8TH AVE, MONROVIA, CA 91016. Full name of registrant(s) is (are) ALFONSO BARRAGAN BERMUDEZ 1823 8TH AVE, MONROVIA, CA 91016. This Business is conducted by AN INDIVIDUAL. Signed: ALFONSO BARRAGAN BERMUDEZ. xyxy=(865,812,1066,899)
notice-title: FICTITIOUS BUSINESS NAME STATEMENT xyxy=(865,83,1066,93)
notice-dates: Dates Pub: DEC 07, 14, 21, 28, 2019 xyxy=(1079,739,1225,749)
notice-file-number: File No. 2019319363 xyxy=(220,688,304,698)
notice-title: FICTITIOUS BUSINESS NAME STATEMENT xyxy=(435,1381,636,1391)
notice-dates: Dec 14, 21, 28 and Jan 4, 2019 xyxy=(865,493,986,503)
notice-file-number: File No. 2019316436 xyxy=(220,1087,304,1097)
notice-publish-line: Publish: Mountain Views News xyxy=(865,1040,987,1050)
notice-publish-line: Publish: Mountain Views News xyxy=(1079,728,1202,738)
notice-file-number: File No. 2019-307404 xyxy=(1079,233,1166,243)
notice-publish-line: Publish: ES Mountain Views News xyxy=(6,1993,140,2003)
notice-file-number: File No. 2019318215 xyxy=(435,845,518,855)
notice-publish-line: Publish: ES Mountain Views News xyxy=(6,2338,140,2348)
notice-body: The following person(s) is (are) doing business as: HANDYMAN MAINTENANCE PROPERTY SERVICE 14845 OXNARD ST #214, VAN NUYS, CA 91401. Full name of registrant(s) is (are) JAIME G ASTORGA ESTRADA 14845 OXNARD ST #214, VAN NUYS, CA 91401. This Business is conducted by INDIVIDUAL. Signed: JAIME G ASTORGA ESTRADA, OWNER. xyxy=(649,523,852,610)
section-title: LEGAL NOTICES xyxy=(7,3,510,71)
notice-file-number: File No. 2019316910 xyxy=(6,387,89,397)
notice-body: The following person(s) is (are) doing business as: BENJAMINS CORNER STORE 7321 ST. HUNTINGTON PARK, CA 90255. Full name of registrant(s) is (are) MICHELLE ELIZABETH MARTINEZ 1435 E 68TH ST, LOS ANGELES, CA 90001. This Business is conducted by AN INDIVIDUAL. Signed: MICHELLE ELIZABETH MARTINEZ. xyxy=(865,1219,1066,1307)
notice-body: The following person(s) is (are) doing business as: IMG LANDSCAPE 8806 GARDEN GROVE AVE, NORTHRIDGE, CA 91326. Full name of registrant(s) is (are) ISAI RODRIGUEZ 8806 GARDEN GROVE AVE, NORTHRIDGE, CA 91326. This Business is conducted by INDIVIDUAL. Signed: ISAI RODRIGUEZ, OWNER. This statement was filed with the County Clerk of Los Angeles County on 12/10/2019. The registrant(s) has (have) commenced to transact business under the fictitious business name or names listed above on N/A. xyxy=(6,1861,207,1992)
notice-publish-line: Publish: ES Mountain Views News xyxy=(220,1586,356,1596)
notice-publish-line: Publish: Mountain Views News xyxy=(865,1168,987,1178)
notice-title: FICTITIOUS BUSINESS NAME STATEMENT xyxy=(649,908,851,918)
notice-title: FICTITIOUS BUSINESS NAME STATEMENT xyxy=(649,83,851,93)
notice-title: FICTITIOUS BUSINESS NAME STATEMENT xyxy=(1079,757,1281,767)
notice-publish-line: Publish: ED Mountain Views News xyxy=(865,482,1002,492)
notice-file-number: File No. 2019317999 xyxy=(435,706,518,716)
notice-publish-line: Publish: ED Mountain Views News xyxy=(649,471,788,481)
notice-publish-line: Publish: ED Mountain Views News xyxy=(649,739,788,749)
notice-title: FICTITIOUS BUSINESS NAME STATEMENT xyxy=(6,1839,206,1849)
legal-notice xyxy=(6,1839,206,2015)
notice-body: The following person(s) is (are) doing business as: B CUSTOM SHADES 540 N CENTRAL AVE APT 306, GLENDALE, CA 91203. Full name of registrant(s) is (are) TIGRAN BABAKHANYAN 540 N CENTRAL AVE APT 306, GLENDALE, CA 91203. This Business is conducted by INDIVIDUAL. Signed: TIGRAN BABAKHANYAN, OWNER. xyxy=(865,255,1066,342)
notice-file-number: File No. 2019320353 xyxy=(649,1058,734,1068)
notice-file-number: File No. 2019318764 xyxy=(6,2195,89,2205)
notice-body: The following person(s) is (are) doing business as: MACH MANAGEMENT 7026 SEPULVEDA BLVD APT 2, VAN NUYS, CA 91405. Full name of registrant(s) is (are) DANIEL TODOROV 7026 SEPULVEDA BLVD APT 2, VAN NUYS, CA 91405. This Business is conducted by INDIVIDUAL. Signed: DANIEL TODOROV, OWNER. This statement was filed with the County Clerk of Los Angeles County on 12/11/2019. NOTICE- This Fictitious Name Statement expires five years from the date it was filed in the office of the County Clerk. xyxy=(6,2206,207,2337)
notice-title: FICTITIOUS BUSINESS NAME STATEMENT xyxy=(865,1337,1066,1347)
notice-publish-line: Publish: ED Mountain Views News xyxy=(865,343,1002,353)
notice-body: The following person(s) is (are) doing business as: BAMBA MEDICAL APPOINTMENT TRANSPORTATION SERVICES 2065 WEST 8TH STREET, SUITE 115, LOS ANGELES, CA 90057. Full name of registrant(s) is (are) GO TO BAMBA COM, LLC 2065 WEST 8TH STREET, SUITE 115, LOS ANGELES, CA 90057. This Business is conducted by LLC. Signed: GO TO BAMBA COM, LLC, SERGIO BAMBA HALL, MANAGING PARTNER. xyxy=(649,1348,852,1457)
notice-title: FICTITIOUS BUSINESS NAME STATEMENT xyxy=(435,244,636,254)
notice-dates: Dates Pub: DEC 07, 14, 21, 28, 2019 xyxy=(1079,1007,1225,1017)
notice-file-number: File No. 2019317580 xyxy=(6,1601,89,1611)
